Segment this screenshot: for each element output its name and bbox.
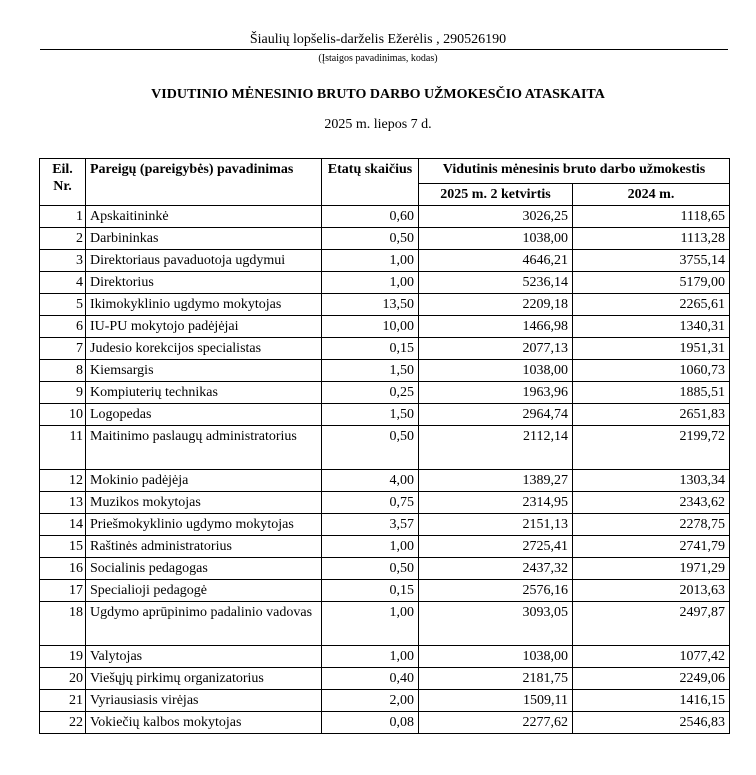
position-name: Ugdymo aprūpinimo padalinio vadovas <box>86 602 322 646</box>
staff-count: 1,00 <box>322 536 419 558</box>
col-nr-header-line2: Nr. <box>53 179 72 194</box>
row-number: 11 <box>40 426 86 470</box>
row-number: 14 <box>40 514 86 536</box>
wage-2024: 2013,63 <box>573 580 730 602</box>
table-row <box>40 580 730 602</box>
table-row <box>40 492 730 514</box>
row-number: 19 <box>40 646 86 668</box>
wage-2024: 1416,15 <box>573 690 730 712</box>
row-number: 8 <box>40 360 86 382</box>
wage-2025-q2: 2314,95 <box>419 492 573 514</box>
staff-count: 1,50 <box>322 360 419 382</box>
position-name: Direktoriaus pavaduotoja ugdymui <box>86 250 322 272</box>
staff-count: 4,00 <box>322 470 419 492</box>
staff-count: 0,50 <box>322 228 419 250</box>
position-name: IU-PU mokytojo padėjėjai <box>86 316 322 338</box>
wage-2024: 1885,51 <box>573 382 730 404</box>
staff-count: 1,00 <box>322 646 419 668</box>
staff-count: 0,08 <box>322 712 419 734</box>
row-number: 21 <box>40 690 86 712</box>
position-name: Priešmokyklinio ugdymo mokytojas <box>86 514 322 536</box>
position-name: Kompiuterių technikas <box>86 382 322 404</box>
staff-count: 0,60 <box>322 206 419 228</box>
wage-2025-q2: 4646,21 <box>419 250 573 272</box>
staff-count: 0,15 <box>322 338 419 360</box>
wage-2025-q2: 5236,14 <box>419 272 573 294</box>
wage-2025-q2: 2077,13 <box>419 338 573 360</box>
wage-2025-q2: 2964,74 <box>419 404 573 426</box>
wage-2024: 1951,31 <box>573 338 730 360</box>
position-name: Socialinis pedagogas <box>86 558 322 580</box>
col-2024-header: 2024 m. <box>573 184 730 206</box>
table-row <box>40 668 730 690</box>
position-name: Judesio korekcijos specialistas <box>86 338 322 360</box>
row-number: 4 <box>40 272 86 294</box>
wage-2025-q2: 1509,11 <box>419 690 573 712</box>
position-name: Ikimokyklinio ugdymo mokytojas <box>86 294 322 316</box>
col-2025-header: 2025 m. 2 ketvirtis <box>419 184 573 206</box>
row-number: 3 <box>40 250 86 272</box>
table-row <box>40 250 730 272</box>
position-name: Kiemsargis <box>86 360 322 382</box>
position-name: Vokiečių kalbos mokytojas <box>86 712 322 734</box>
table-row <box>40 558 730 580</box>
wage-2025-q2: 2112,14 <box>419 426 573 470</box>
table-row <box>40 470 730 492</box>
institution-name: Šiaulių lopšelis-darželis Ežerėlis , 290526190 <box>249 32 507 47</box>
row-number: 10 <box>40 404 86 426</box>
wage-2025-q2: 2725,41 <box>419 536 573 558</box>
table-row <box>40 228 730 250</box>
row-number: 6 <box>40 316 86 338</box>
wage-2024: 1303,34 <box>573 470 730 492</box>
row-number: 15 <box>40 536 86 558</box>
institution-underline <box>40 49 728 50</box>
staff-count: 0,50 <box>322 558 419 580</box>
wage-2024: 3755,14 <box>573 250 730 272</box>
wage-2025-q2: 2277,62 <box>419 712 573 734</box>
staff-count: 0,15 <box>322 580 419 602</box>
salary-table <box>39 158 730 734</box>
position-name: Viešųjų pirkimų organizatorius <box>86 668 322 690</box>
table-row <box>40 360 730 382</box>
wage-2024: 2497,87 <box>573 602 730 646</box>
position-name: Direktorius <box>86 272 322 294</box>
table-row <box>40 514 730 536</box>
row-number: 17 <box>40 580 86 602</box>
report-date: 2025 m. liepos 7 d. <box>324 117 432 132</box>
wage-2025-q2: 2576,16 <box>419 580 573 602</box>
col-nr-header-line1: Eil. <box>52 162 73 177</box>
wage-2025-q2: 1389,27 <box>419 470 573 492</box>
staff-count: 0,40 <box>322 668 419 690</box>
position-name: Specialioji pedagogė <box>86 580 322 602</box>
report-title: VIDUTINIO MĖNESINIO BRUTO DARBO UŽMOKESČIO ATASKAITA <box>151 87 605 102</box>
col-staff-header: Etatų skaičius <box>322 159 419 206</box>
wage-2025-q2: 2151,13 <box>419 514 573 536</box>
table-row <box>40 206 730 228</box>
staff-count: 1,00 <box>322 250 419 272</box>
staff-count: 1,00 <box>322 272 419 294</box>
wage-2024: 2249,06 <box>573 668 730 690</box>
staff-count: 0,25 <box>322 382 419 404</box>
position-name: Vyriausiasis virėjas <box>86 690 322 712</box>
wage-2024: 2343,62 <box>573 492 730 514</box>
wage-2024: 2199,72 <box>573 426 730 470</box>
row-number: 5 <box>40 294 86 316</box>
table-row <box>40 426 730 470</box>
wage-2024: 2741,79 <box>573 536 730 558</box>
wage-2025-q2: 1963,96 <box>419 382 573 404</box>
row-number: 16 <box>40 558 86 580</box>
table-row <box>40 316 730 338</box>
row-number: 22 <box>40 712 86 734</box>
wage-2024: 1340,31 <box>573 316 730 338</box>
table-row <box>40 646 730 668</box>
table-row <box>40 690 730 712</box>
table-row <box>40 338 730 360</box>
staff-count: 10,00 <box>322 316 419 338</box>
wage-2024: 2265,61 <box>573 294 730 316</box>
col-wage-group-header: Vidutinis mėnesinis bruto darbo užmokestis <box>419 159 730 184</box>
staff-count: 1,50 <box>322 404 419 426</box>
staff-count: 0,75 <box>322 492 419 514</box>
wage-2025-q2: 1466,98 <box>419 316 573 338</box>
wage-2025-q2: 1038,00 <box>419 228 573 250</box>
wage-2025-q2: 2181,75 <box>419 668 573 690</box>
table-row <box>40 536 730 558</box>
position-name: Logopedas <box>86 404 322 426</box>
wage-2025-q2: 2209,18 <box>419 294 573 316</box>
table-row <box>40 382 730 404</box>
table-row <box>40 294 730 316</box>
wage-2025-q2: 3093,05 <box>419 602 573 646</box>
wage-2025-q2: 2437,32 <box>419 558 573 580</box>
col-name-header: Pareigų (pareigybės) pavadinimas <box>86 159 322 206</box>
position-name: Darbininkas <box>86 228 322 250</box>
position-name: Maitinimo paslaugų administratorius <box>86 426 322 470</box>
row-number: 12 <box>40 470 86 492</box>
staff-count: 0,50 <box>322 426 419 470</box>
wage-2024: 1113,28 <box>573 228 730 250</box>
wage-2024: 2278,75 <box>573 514 730 536</box>
col-nr-header <box>40 159 86 206</box>
table-row <box>40 712 730 734</box>
staff-count: 2,00 <box>322 690 419 712</box>
table-row <box>40 602 730 646</box>
staff-count: 1,00 <box>322 602 419 646</box>
row-number: 9 <box>40 382 86 404</box>
row-number: 13 <box>40 492 86 514</box>
wage-2024: 1060,73 <box>573 360 730 382</box>
table-row <box>40 272 730 294</box>
institution-caption: (Įstaigos pavadinimas, kodas) <box>318 53 438 64</box>
position-name: Mokinio padėjėja <box>86 470 322 492</box>
position-name: Apskaitininkė <box>86 206 322 228</box>
position-name: Raštinės administratorius <box>86 536 322 558</box>
wage-2025-q2: 1038,00 <box>419 646 573 668</box>
row-number: 1 <box>40 206 86 228</box>
wage-2024: 2546,83 <box>573 712 730 734</box>
wage-2025-q2: 3026,25 <box>419 206 573 228</box>
row-number: 18 <box>40 602 86 646</box>
wage-2024: 1077,42 <box>573 646 730 668</box>
staff-count: 13,50 <box>322 294 419 316</box>
wage-2024: 1971,29 <box>573 558 730 580</box>
row-number: 2 <box>40 228 86 250</box>
wage-2024: 1118,65 <box>573 206 730 228</box>
row-number: 20 <box>40 668 86 690</box>
position-name: Valytojas <box>86 646 322 668</box>
wage-2024: 2651,83 <box>573 404 730 426</box>
wage-2025-q2: 1038,00 <box>419 360 573 382</box>
staff-count: 3,57 <box>322 514 419 536</box>
table-row <box>40 404 730 426</box>
wage-2024: 5179,00 <box>573 272 730 294</box>
row-number: 7 <box>40 338 86 360</box>
position-name: Muzikos mokytojas <box>86 492 322 514</box>
